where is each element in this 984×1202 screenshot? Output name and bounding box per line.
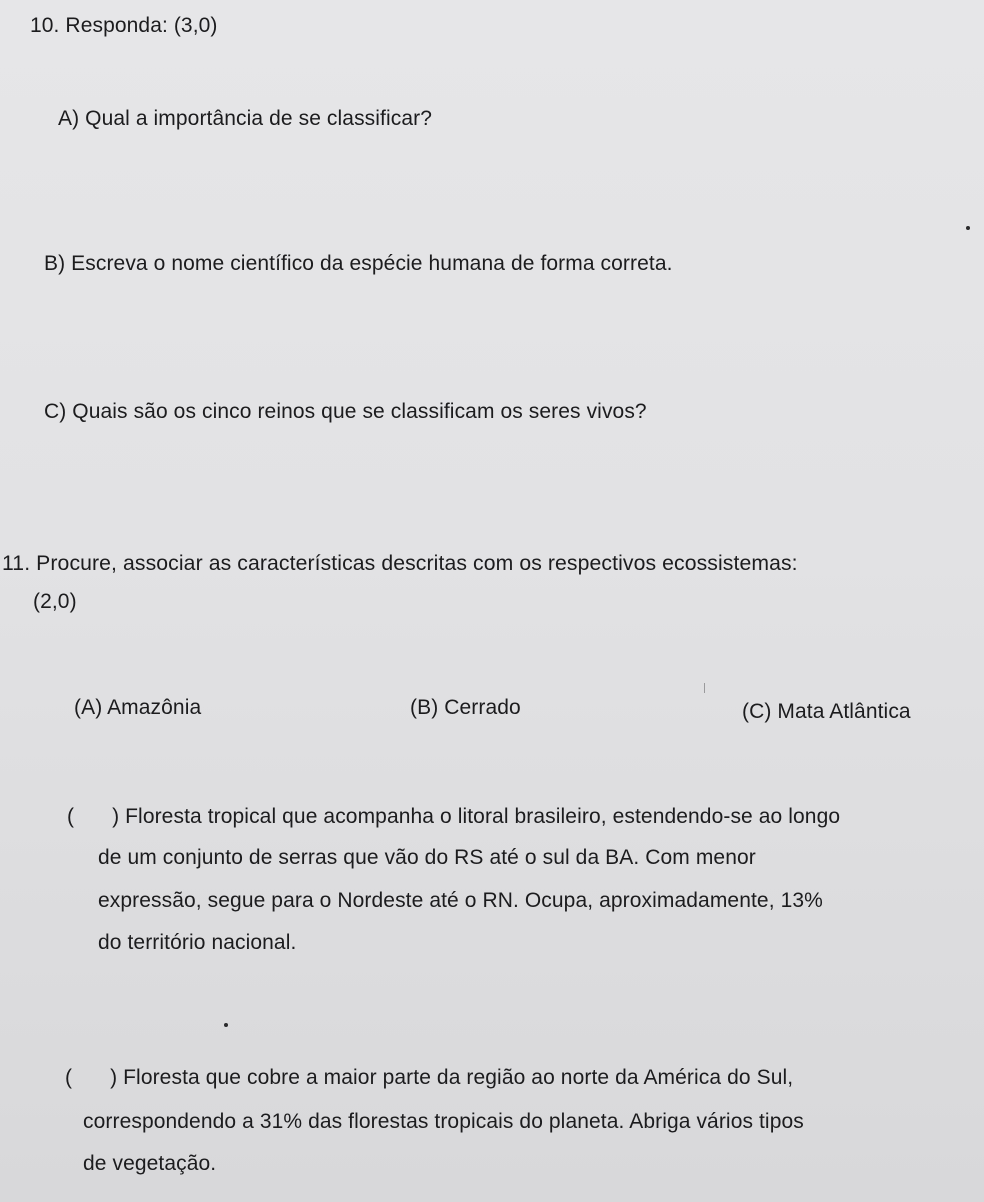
question-10-title: 10. Responda: (3,0) xyxy=(30,14,218,37)
match-item-2-line-1 xyxy=(65,1064,793,1092)
paper-mark xyxy=(704,683,705,693)
match-item-2-text: ) Floresta que cobre a maior parte da região ao norte da América do Sul, xyxy=(110,1066,794,1089)
match-item-2-line-3: de vegetação. xyxy=(83,1152,217,1175)
option-amazonia: (A) Amazônia xyxy=(74,696,202,719)
match-item-1-line-1 xyxy=(67,803,840,831)
match-item-2-line-2: correspondendo a 31% das florestas tropicais do planeta. Abriga vários tipos xyxy=(83,1110,804,1133)
match-item-1-line-4: do território nacional. xyxy=(98,931,297,954)
ink-dot xyxy=(224,1023,228,1027)
question-10-item-a: A) Qual a importância de se classificar? xyxy=(58,107,432,130)
question-11-score: (2,0) xyxy=(33,590,77,613)
match-item-1-line-3: expressão, segue para o Nordeste até o RN. Ocupa, aproximadamente, 13% xyxy=(98,889,823,912)
option-cerrado: (B) Cerrado xyxy=(410,696,521,719)
question-11-title: 11. Procure, associar as características descritas com os respectivos ecossistemas: xyxy=(2,552,798,575)
ink-dot xyxy=(966,226,970,230)
question-10-item-b: B) Escreva o nome científico da espécie humana de forma correta. xyxy=(44,252,673,275)
option-mata-atlantica: (C) Mata Atlântica xyxy=(742,700,911,723)
question-10-item-c: C) Quais são os cinco reinos que se classificam os seres vivos? xyxy=(44,400,647,423)
answer-blank-open: ( xyxy=(65,1066,73,1089)
match-item-1-line-2: de um conjunto de serras que vão do RS até o sul da BA. Com menor xyxy=(98,846,756,869)
answer-blank-open: ( xyxy=(67,805,75,828)
match-item-1-text: ) Floresta tropical que acompanha o litoral brasileiro, estendendo-se ao longo xyxy=(112,805,841,828)
